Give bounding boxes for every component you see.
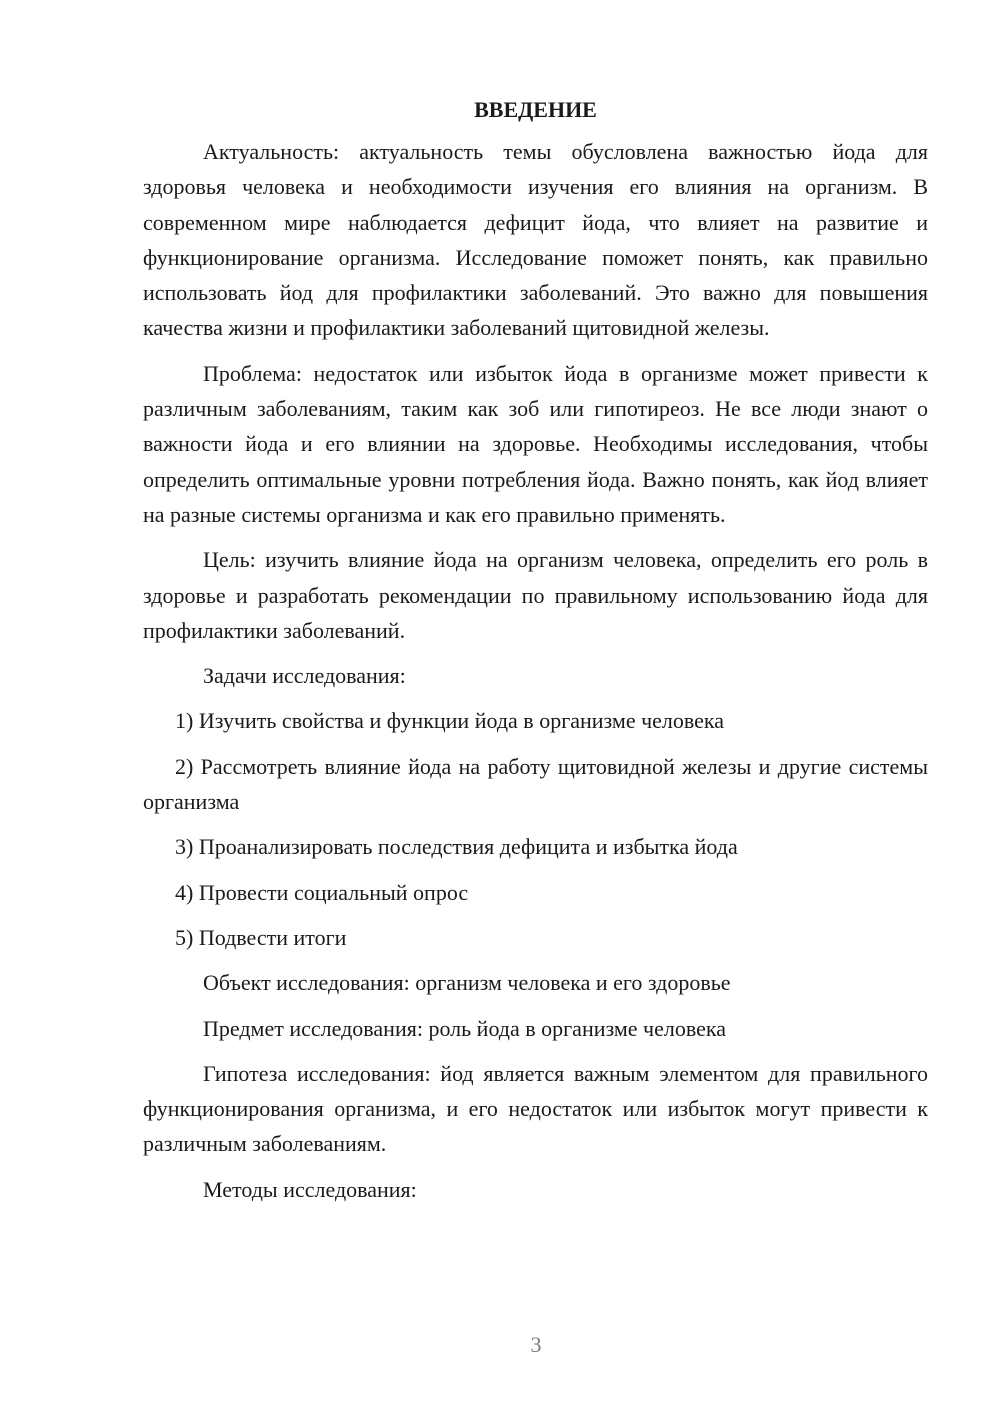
goal-paragraph: Цель: изучить влияние йода на организм человека, определить его роль в здоровье и разработать рекомендации по правильному использованию йода для профилактики заболеваний. xyxy=(143,547,928,643)
problem-paragraph: Проблема: недостаток или избыток йода в организме может привести к различным заболеваниям, таким как зоб или гипотиреоз. Не все люди знают о важности йода и его влиянии на здоровье. Необходимы исследования, чтобы определить оптимальные уровни потребления йода. Важно понять, как йод влияет на разные системы организма и как его правильно применять. xyxy=(143,360,928,527)
task-item-5: 5) Подвести итоги xyxy=(175,924,347,950)
page-title: ВВЕДЕНИЕ xyxy=(474,97,597,122)
object-paragraph: Объект исследования: организм человека и его здоровье xyxy=(203,970,731,996)
tasks-heading: Задачи исследования: xyxy=(203,663,406,689)
page-number: 3 xyxy=(530,1332,542,1357)
task-item-2: 2) Рассмотреть влияние йода на работу щитовидной железы и другие системы организма xyxy=(143,753,928,815)
task-item-4: 4) Провести социальный опрос xyxy=(175,879,469,905)
methods-heading: Методы исследования: xyxy=(203,1176,417,1202)
document-body xyxy=(143,92,928,1207)
task-item-3: 3) Проанализировать последствия дефицита и избытка йода xyxy=(175,834,738,860)
hypothesis-paragraph: Гипотеза исследования: йод является важным элементом для правильного функционирования организма, и его недостаток или избыток могут привести к различным заболеваниям. xyxy=(143,1060,928,1157)
task-item-1: 1) Изучить свойства и функции йода в организме человека xyxy=(175,708,725,734)
subject-paragraph: Предмет исследования: роль йода в организме человека xyxy=(203,1015,727,1041)
relevance-paragraph: Актуальность: актуальность темы обусловлена важностью йода для здоровья человека и необходимости изучения его влияния на организм. В современном мире наблюдается дефицит йода, что влияет на развитие и функционирование организма. Исследование поможет понять, как правильно использовать йод для профилактики заболеваний. Это важно для повышения качества жизни и профилактики заболеваний щитовидной железы. xyxy=(143,139,928,341)
